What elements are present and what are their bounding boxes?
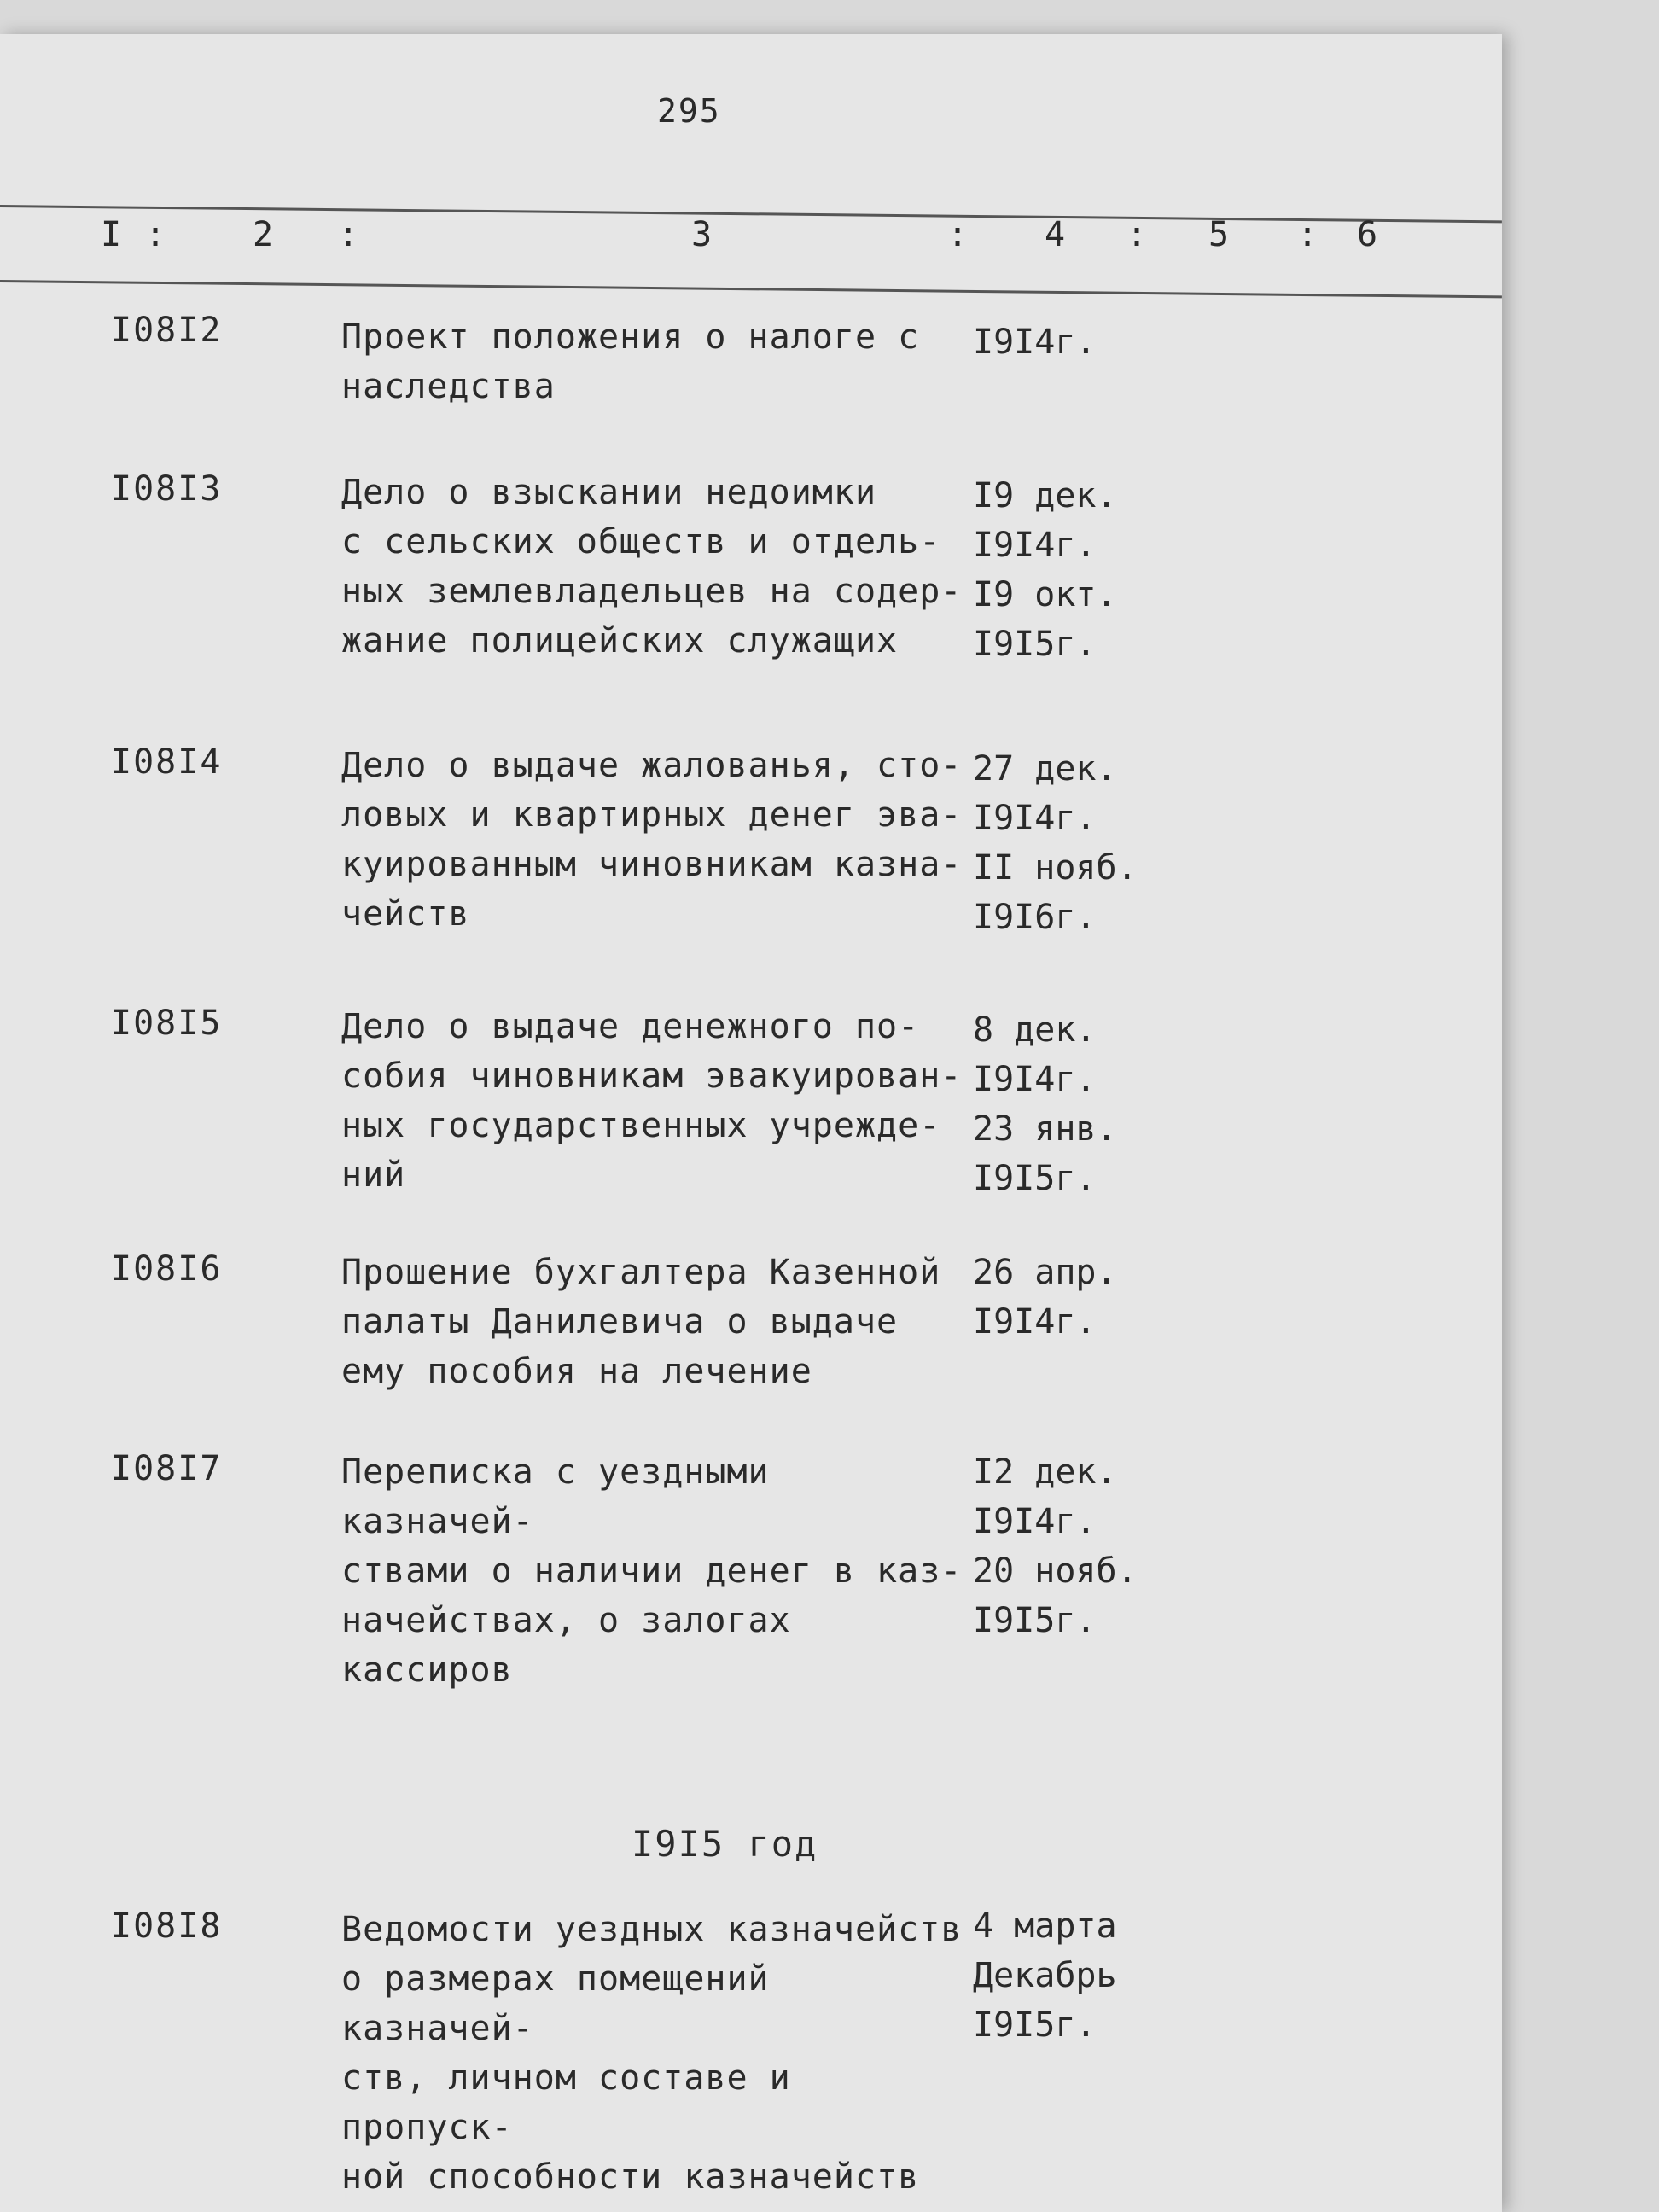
record-dates: 27 дек. I9I4г. II нояб. I9I6г.: [973, 749, 1138, 937]
column-header-3: 3: [691, 215, 713, 254]
column-separator: :: [947, 215, 969, 254]
record-dates: 4 марта Декабрь I9I5г.: [973, 1906, 1117, 2045]
record-title: Ведомости уездных казначейств о размерах помещений казначей- ств, личном составе и пропуск- ной способности казначейств: [341, 1910, 963, 2197]
column-header-2: 2: [253, 215, 274, 254]
year-section-heading: I9I5 год: [632, 1823, 818, 1865]
record-number: I08I5: [111, 1004, 223, 1043]
record-number: I08I4: [111, 742, 223, 782]
record-title: Дело о взыскании недоимки с сельских обществ и отдель- ных землевладельцев на содер- жание полицейских служащих: [341, 473, 963, 661]
header-rule-bottom: [0, 280, 1502, 298]
record-number: I08I6: [111, 1249, 223, 1289]
page-number: 295: [657, 92, 721, 130]
column-header-5: 5: [1208, 215, 1230, 254]
record-dates: I9 дек. I9I4г. I9 окт. I9I5г.: [973, 476, 1117, 664]
record-dates: 26 апр. I9I4г.: [973, 1253, 1117, 1342]
record-number: I08I3: [111, 469, 223, 509]
record-dates: I2 дек. I9I4г. 20 нояб. I9I5г.: [973, 1452, 1138, 1640]
header-rule-top: [0, 205, 1502, 223]
column-header-4: 4: [1045, 215, 1066, 254]
column-separator: :: [1297, 215, 1318, 254]
record-number: I08I7: [111, 1449, 223, 1488]
record-title: Дело о выдаче жалованья, сто- ловых и квартирных денег эва- куированным чиновникам казна- чейств: [341, 746, 963, 934]
column-header-6: 6: [1357, 215, 1378, 254]
column-header-1: I: [101, 215, 122, 254]
record-number: I08I8: [111, 1906, 223, 1946]
record-dates: I9I4г.: [973, 323, 1097, 362]
record-number: I08I2: [111, 311, 223, 350]
column-separator: :: [338, 215, 359, 254]
record-title: Переписка с уездными казначей- ствами о наличии денег в каз- начействах, о залогах кассиров: [341, 1452, 963, 1690]
record-dates: 8 дек. I9I4г. 23 янв. I9I5г.: [973, 1010, 1117, 1198]
column-separator: :: [1126, 215, 1148, 254]
record-title: Дело о выдаче денежного по- собия чиновникам эвакуирован- ных государственных учрежде- ний: [341, 1007, 963, 1195]
column-separator: :: [145, 215, 166, 254]
record-title: Проект положения о налоге с наследства: [341, 317, 920, 406]
document-page: [0, 34, 1502, 2212]
record-title: Прошение бухгалтера Казенной палаты Данилевича о выдаче ему пособия на лечение: [341, 1253, 941, 1391]
